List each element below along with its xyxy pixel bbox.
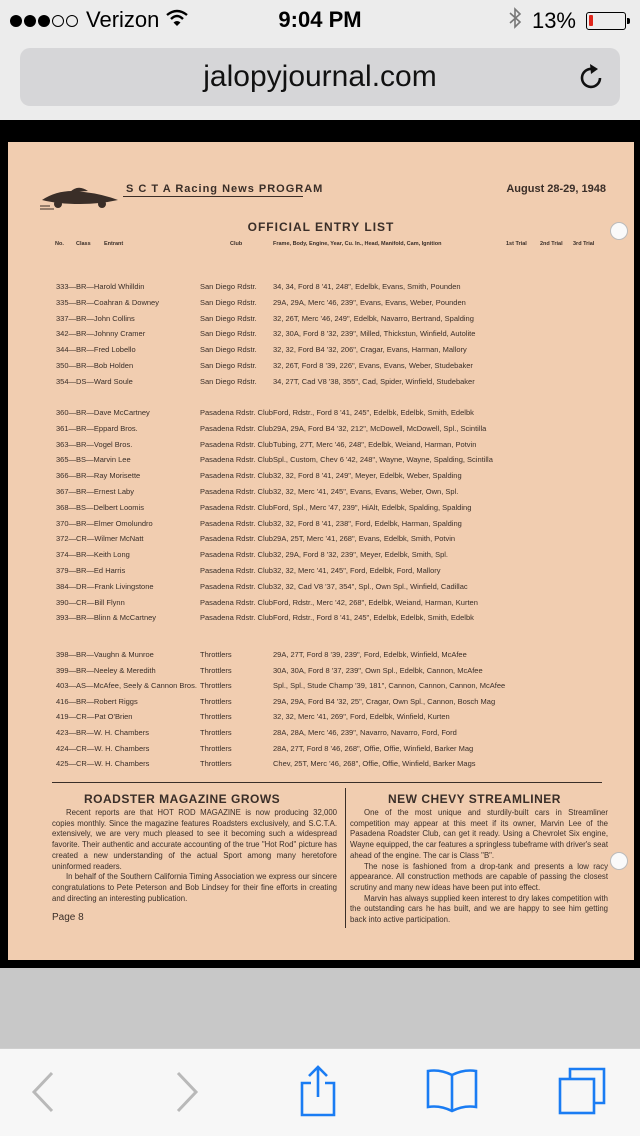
roadster-paragraph: Recent reports are that HOT ROD MAGAZINE is now producing 32,000 copies monthly. Since the magazine features Roadsters exclusively, and S.C.T.A. extensively, we are very much pleased to see it becoming such a widespread favorite. Their authentic and accurate accounting of the true "Hot Rod" picture has created a new understanding of the actual Sport among many heretofore uninformed readers. (52, 808, 337, 871)
page-number: Page 8 (52, 912, 84, 923)
entry-row (56, 759, 606, 771)
entry-row (56, 408, 606, 420)
entry-spec: 32, 29A, Ford 8 '32, 239", Meyer, Edelbk, Smith, Spl. (273, 550, 449, 560)
col-header-spec: Frame, Body, Engine, Year, Cu. In., Head, Manifold, Cam, Ignition (273, 241, 442, 247)
share-icon[interactable] (298, 1063, 338, 1124)
entry-row (56, 503, 606, 515)
entry-row (56, 666, 606, 678)
entry-number-entrant: 424—CR—W. H. Chambers (56, 743, 150, 753)
entry-row (56, 345, 606, 357)
entry-club: Pasadena Rdstr. Club (200, 566, 273, 575)
binder-hole (610, 222, 628, 240)
event-date: August 28-29, 1948 (506, 183, 606, 195)
program-title: S C T A Racing News PROGRAM (126, 183, 324, 195)
entry-number-entrant: 384—DR—Frank Livingstone (56, 581, 154, 591)
entry-row (56, 377, 606, 389)
entry-club: San Diego Rdstr. (200, 282, 257, 291)
entry-row (56, 329, 606, 341)
reload-icon[interactable] (578, 62, 606, 97)
entry-spec: 32, 32, Ford 8 '41, 249", Meyer, Edelbk, Weber, Spalding (273, 471, 462, 481)
clock: 9:04 PM (278, 7, 362, 32)
entry-club: Throttlers (200, 712, 232, 722)
entry-spec: 32, 26T, Merc '46, 249", Edelbk, Navarro, Bertrand, Spalding (273, 313, 474, 323)
bookmarks-icon[interactable] (424, 1067, 480, 1120)
entry-spec: 32, 32, Ford 8 '41, 238", Ford, Edelbk, Harman, Spalding (273, 518, 462, 528)
entry-row (56, 361, 606, 373)
battery-icon (586, 12, 626, 30)
entry-row (56, 728, 606, 740)
col-header-trial2: 2nd Trial (540, 241, 563, 247)
col-header-trial1: 1st Trial (506, 241, 527, 247)
entry-number-entrant: 366—BR—Ray Morisette (56, 471, 141, 481)
entry-row (56, 534, 606, 546)
page-margin (0, 968, 640, 1048)
section-divider (52, 782, 602, 783)
entry-number-entrant: 365—BS—Marvin Lee (56, 455, 131, 465)
entry-number-entrant: 370—BR—Elmer Omolundro (56, 518, 153, 528)
entry-number-entrant: 398—BR—Vaughn & Munroe (56, 650, 154, 659)
entry-club: Pasadena Rdstr. Club (200, 581, 273, 591)
status-right-group (508, 7, 626, 35)
entry-number-entrant: 344—BR—Fred Lobello (56, 345, 136, 355)
entry-row (56, 566, 606, 578)
entry-number-entrant: 333—BR—Harold Whilldin (56, 282, 145, 291)
entry-row (56, 455, 606, 467)
entry-club: Throttlers (200, 650, 232, 659)
entry-club: Pasadena Rdstr. Club (200, 613, 273, 623)
entry-club: Pasadena Rdstr. Club (200, 408, 273, 417)
col-header-no: No. (55, 241, 64, 247)
entry-club: Throttlers (200, 728, 232, 737)
entry-row (56, 424, 606, 436)
entry-spec: 29A, 29A, Merc '46, 239", Evans, Evans, Weber, Pounden (273, 297, 466, 307)
entry-club: San Diego Rdstr. (200, 297, 257, 307)
entry-number-entrant: 342—BR—Johnny Cramer (56, 329, 146, 339)
entry-club: San Diego Rdstr. (200, 345, 257, 355)
chevy-paragraph: The nose is fashioned from a drop-tank and presents a low racy appearance. All construction methods are capable of passing the closest scrutiny and many new ideas have been put into effect. (350, 861, 608, 892)
entry-row (56, 650, 606, 662)
roadster-article-title: ROADSTER MAGAZINE GROWS (84, 792, 281, 806)
battery-level-fill (589, 15, 593, 26)
entry-row (56, 487, 606, 499)
entry-spec: Ford, Rdstr., Ford 8 '41, 245", Edelbk, Edelbk, Smith, Edelbk (273, 613, 474, 623)
entry-row (56, 298, 606, 310)
entry-number-entrant: 423—BR—W. H. Chambers (56, 728, 149, 737)
entry-spec: 32, 32, Merc '41, 245", Ford, Edelbk, Ford, Mallory (273, 566, 441, 575)
entry-number-entrant: 372—CR—Wilmer McNatt (56, 534, 144, 544)
entry-club: Pasadena Rdstr. Club (200, 455, 273, 465)
entry-spec: Chev, 25T, Merc '46, 268", Offie, Offie, Winfield, Barker Mags (273, 759, 476, 769)
entry-row (56, 697, 606, 709)
entry-spec: 32, 32, Ford B4 '32, 206", Cragar, Evans, Harman, Mallory (273, 345, 467, 355)
entry-number-entrant: 367—BR—Ernest Laby (56, 487, 134, 496)
col-header-entrant: Entrant (104, 241, 124, 247)
chevy-paragraph: One of the most unique and sturdily-built cars in Streamliner competition may appear at this meet if its owner, Marvin Lee of the Pasadena Roadster Club, can get it ready. Using a Chevrolet Six engine, Wayne equipped, the car features a springless tubeframe with driver's seat ahead of the engine. The car is Class "B". (350, 808, 608, 860)
entry-spec: 28A, 28A, Merc '46, 239", Navarro, Navarro, Ford, Ford (273, 728, 457, 737)
entry-club: Pasadena Rdstr. Club (200, 534, 273, 544)
chevy-article-body (350, 808, 608, 926)
entry-number-entrant: 403—AS—McAfee, Seely & Cannon Bros. (56, 681, 197, 691)
entry-club: Pasadena Rdstr. Club (200, 502, 273, 512)
forward-icon[interactable] (172, 1069, 200, 1120)
entry-number-entrant: 360—BR—Dave McCartney (56, 408, 150, 417)
entry-spec: Ford, Rdstr., Merc '42, 268", Edelbk, Weiand, Harman, Kurten (273, 597, 478, 607)
entry-row (56, 471, 606, 483)
entry-club: Pasadena Rdstr. Club (200, 439, 273, 449)
roadster-article-body (52, 808, 337, 904)
entry-row (56, 582, 606, 594)
entry-club: San Diego Rdstr. (200, 313, 257, 323)
column-divider (345, 788, 346, 928)
chevy-paragraph: Marvin has always supplied keen interest to dry lakes competition with the outstanding cars he has built, and we are happy to see him getting back into active participation. (350, 893, 608, 925)
entry-row (56, 598, 606, 610)
entry-row (56, 613, 606, 625)
entry-number-entrant: 337—BR—John Collins (56, 313, 135, 323)
entry-club: Pasadena Rdstr. Club (200, 471, 273, 481)
header-rule (123, 196, 303, 197)
entry-spec: 30A, 30A, Ford 8 '37, 239", Own Spl., Edelbk, Cannon, McAfee (273, 665, 483, 675)
entry-spec: Ford, Spl., Merc '47, 239", HiAlt, Edelbk, Spalding, Spalding (273, 502, 472, 512)
entry-number-entrant: 335—BR—Coahran & Downey (56, 297, 159, 307)
entry-spec: 28A, 27T, Ford 8 '46, 268", Offie, Offie, Winfield, Barker Mag (273, 743, 474, 753)
entry-club: Throttlers (200, 743, 232, 753)
entry-spec: 32, 30A, Ford 8 '32, 239", Milled, Thickstun, Winfield, Autolite (273, 329, 476, 339)
entry-number-entrant: 368—BS—Delbert Loomis (56, 502, 144, 512)
entry-number-entrant: 363—BR—Vogel Bros. (56, 439, 133, 449)
bluetooth-icon (508, 7, 522, 35)
entry-list-title: OFFICIAL ENTRY LIST (247, 220, 395, 234)
entry-spec: 34, 34, Ford 8 '41, 248", Edelbk, Evans, Smith, Pounden (273, 282, 461, 291)
entry-club: Throttlers (200, 696, 232, 706)
entry-spec: 34, 27T, Cad V8 '38, 355", Cad, Spider, Winfield, Studebaker (273, 376, 475, 386)
bottom-toolbar (0, 1048, 640, 1136)
entry-number-entrant: 393—BR—Blinn & McCartney (56, 613, 157, 623)
entry-club: San Diego Rdstr. (200, 361, 257, 370)
entry-row (56, 712, 606, 724)
entry-club: San Diego Rdstr. (200, 376, 257, 386)
battery-percent: 13% (531, 8, 576, 33)
race-car-logo-icon (40, 182, 120, 215)
entry-spec: Tubing, 27T, Merc '46, 248", Edelbk, Weiand, Harman, Potvin (273, 439, 477, 449)
entry-spec: Spl., Spl., Stude Champ '39, 181", Cannon, Cannon, Cannon, McAfee (273, 681, 506, 691)
entry-club: Pasadena Rdstr. Club (200, 550, 273, 560)
entry-row (56, 519, 606, 531)
address-bar[interactable] (20, 48, 620, 106)
roadster-paragraph: In behalf of the Southern California Timing Association we express our sincere congratulations to Pete Peterson and Bob Lindsey for their fine efforts in creating and directing an interesting publication. (52, 872, 337, 903)
web-content[interactable] (0, 120, 640, 1048)
entry-spec: 32, 32, Cad V8 '37, 354", Spl., Own Spl., Winfield, Cadillac (273, 581, 468, 591)
entry-club: Pasadena Rdstr. Club (200, 423, 273, 433)
entry-spec: 32, 32, Merc '41, 269", Ford, Edelbk, Winfield, Kurten (273, 712, 450, 722)
entry-number-entrant: 361—BR—Eppard Bros. (56, 423, 138, 433)
entry-number-entrant: 419—CR—Pat O'Brien (56, 712, 133, 722)
entry-number-entrant: 379—BR—Ed Harris (56, 566, 126, 575)
carrier-name: Verizon (86, 7, 160, 32)
entry-spec: 29A, 27T, Ford 8 '39, 239", Ford, Edelbk, Winfield, McAfee (273, 650, 467, 659)
entry-number-entrant: 416—BR—Robert Riggs (56, 696, 138, 706)
chevy-article-title: NEW CHEVY STREAMLINER (388, 792, 561, 806)
entry-club: Pasadena Rdstr. Club (200, 518, 273, 528)
binder-hole (610, 852, 628, 870)
entry-row (56, 282, 606, 294)
entry-spec: Ford, Rdstr., Ford 8 '41, 245", Edelbk, Edelbk, Smith, Edelbk (273, 408, 474, 417)
tabs-icon[interactable] (556, 1065, 608, 1122)
col-header-club: Club (230, 241, 243, 247)
entry-row (56, 440, 606, 452)
entry-club: Throttlers (200, 665, 232, 675)
entry-spec: 29A, 25T, Merc '41, 268", Evans, Edelbk, Smith, Potvin (273, 534, 456, 544)
entry-row (56, 550, 606, 562)
program-page (8, 142, 634, 960)
entry-number-entrant: 354—DS—Ward Soule (56, 376, 133, 386)
back-icon[interactable] (30, 1069, 58, 1120)
entry-number-entrant: 399—BR—Neeley & Meredith (56, 665, 156, 675)
entry-spec: Spl., Custom, Chev 6 '42, 248", Wayne, Wayne, Spalding, Scintilla (273, 455, 493, 465)
address-area (0, 40, 640, 120)
entry-number-entrant: 390—CR—Bill Flynn (56, 597, 125, 607)
entry-number-entrant: 425—CR—W. H. Chambers (56, 759, 150, 769)
entry-club: Pasadena Rdstr. Club (200, 487, 273, 496)
url-text[interactable]: jalopyjournal.com (203, 60, 437, 93)
entry-row (56, 314, 606, 326)
entry-club: Throttlers (200, 681, 232, 691)
entry-number-entrant: 374—BR—Keith Long (56, 550, 130, 560)
entry-club: San Diego Rdstr. (200, 329, 257, 339)
entry-row (56, 681, 606, 693)
col-header-trial3: 3rd Trial (573, 241, 595, 247)
entry-spec: 29A, 29A, Ford B4 '32, 25", Cragar, Own Spl., Cannon, Bosch Mag (273, 696, 496, 706)
status-bar (0, 0, 640, 40)
entry-number-entrant: 350—BR—Bob Holden (56, 361, 134, 370)
entry-club: Pasadena Rdstr. Club (200, 597, 273, 607)
entry-spec: 32, 26T, Ford 8 '39, 226", Evans, Evans, Weber, Studebaker (273, 361, 473, 370)
entry-spec: 32, 32, Merc '41, 245", Evans, Evans, Weber, Own, Spl. (273, 487, 459, 496)
entry-club: Throttlers (200, 759, 232, 769)
entry-row (56, 744, 606, 756)
entry-spec: 29A, 29A, Ford B4 '32, 212", McDowell, McDowell, Spl., Scintilla (273, 423, 487, 433)
col-header-class: Class (76, 241, 91, 247)
